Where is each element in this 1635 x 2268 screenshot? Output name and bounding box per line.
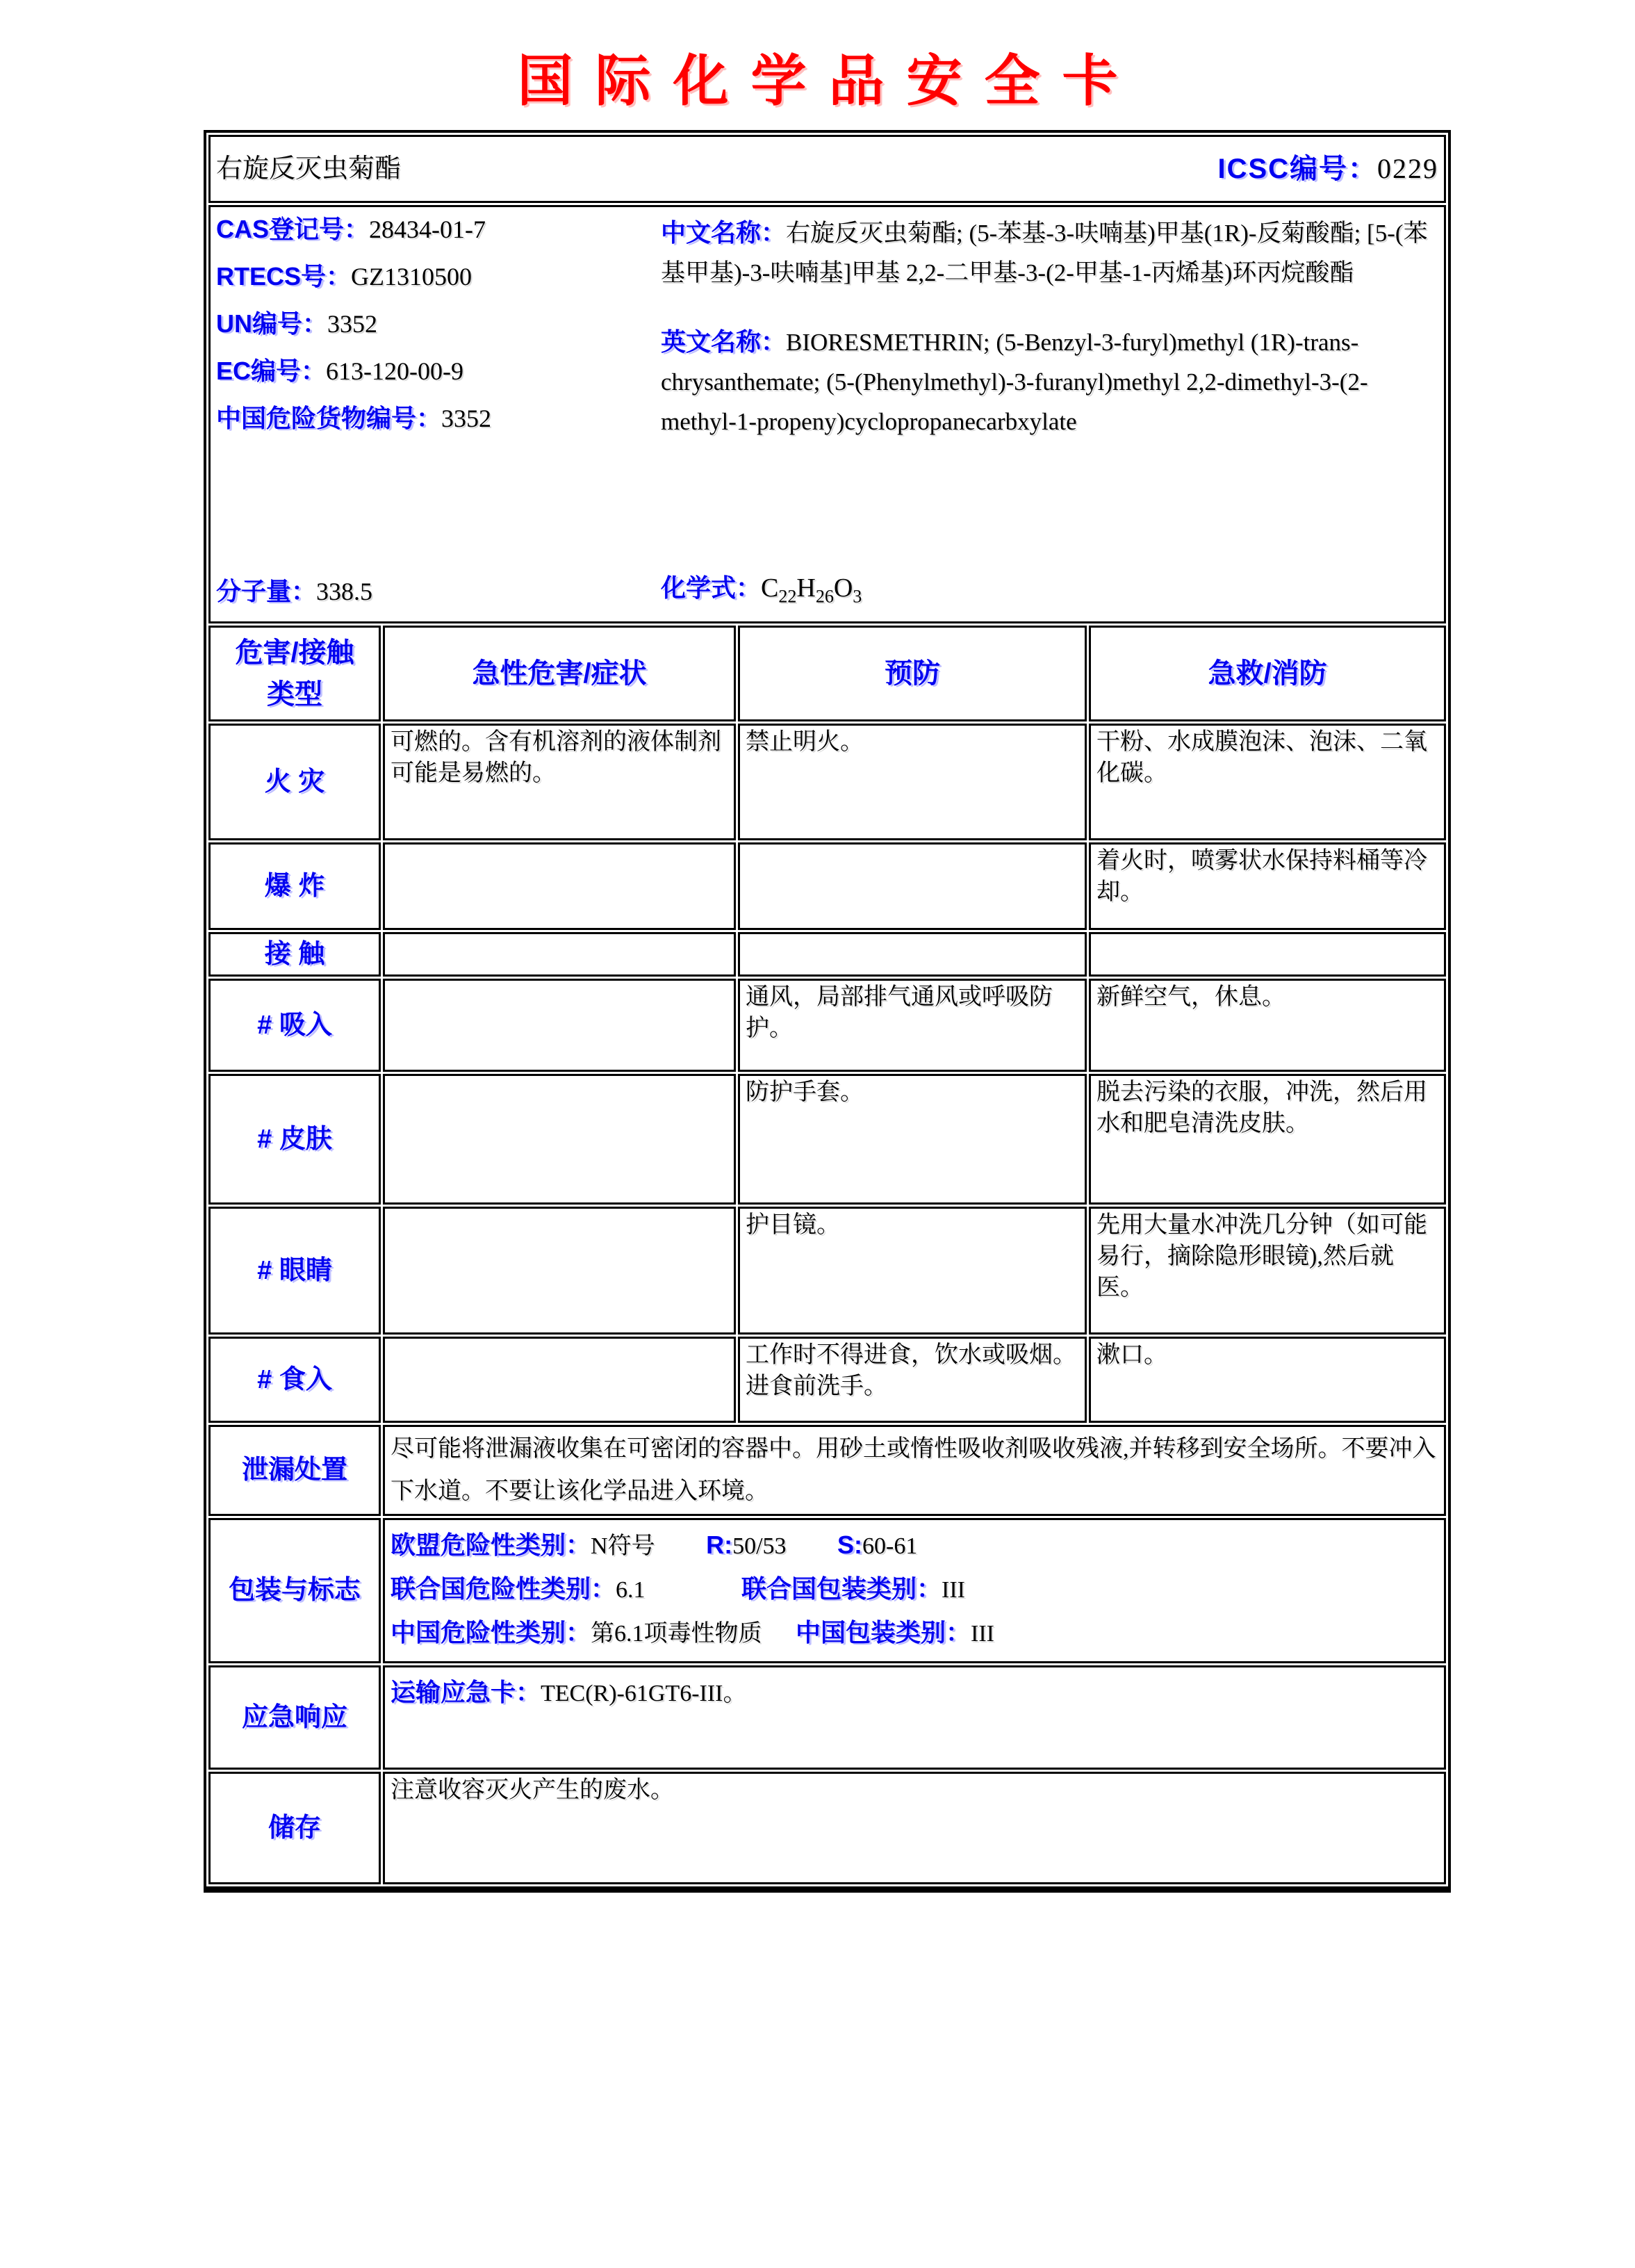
registry-numbers (216, 209, 661, 620)
eyes-symptoms (383, 1207, 736, 1335)
table-row-fire (208, 724, 1446, 840)
header-prevention: 预防 (738, 626, 1087, 721)
chemical-formula: 化学式：$C_{22}H_{26}O_3$ (661, 573, 862, 607)
header-symptoms: 急性危害/症状 (383, 626, 736, 721)
explosion-firstaid: 着火时，喷雾状水保持料桶等冷却。 (1089, 842, 1446, 930)
skin-prevention: 防护手套。 (738, 1074, 1087, 1205)
hazard-header-row (208, 626, 1446, 721)
inhalation-prevention: 通风，局部排气通风或呼吸防护。 (738, 979, 1087, 1072)
table-row-storage (208, 1772, 1446, 1884)
explosion-prevention (738, 842, 1087, 930)
header-hazard-type: 危害/接触 类型 (208, 626, 381, 721)
table-row-response (208, 1665, 1446, 1770)
row-label-response: 应急响应 (208, 1665, 381, 1770)
table-row-eyes (208, 1207, 1446, 1335)
cas-number: CAS登记号：28434-01-7 (216, 215, 486, 243)
ec-number: EC编号：613-120-00-9 (216, 356, 463, 385)
contact-prevention (738, 932, 1087, 977)
transport-emergency-card: 运输应急卡：TEC(R)-61GT6-III。 (391, 1677, 747, 1706)
fire-symptoms: 可燃的。含有机溶剂的液体制剂可能是易燃的。 (383, 724, 736, 840)
table-row-spill (208, 1425, 1446, 1516)
row-label-contact: 接 触 (208, 932, 381, 977)
eyes-prevention: 护目镜。 (738, 1207, 1087, 1335)
header-firstaid: 急救/消防 (1089, 626, 1446, 721)
ingestion-prevention: 工作时不得进食，饮水或吸烟。进食前洗手。 (738, 1337, 1087, 1423)
page-title: 国际化学品安全卡 (517, 51, 1140, 113)
eyes-firstaid: 先用大量水冲洗几分钟（如可能易行，摘除隐形眼镜),然后就医。 (1089, 1207, 1446, 1335)
row-label-packaging: 包装与标志 (208, 1518, 381, 1663)
table-row-packaging (208, 1518, 1446, 1663)
storage-text: 注意收容灭火产生的废水。 (383, 1772, 1446, 1884)
un-number: UN编号：3352 (216, 309, 377, 338)
row-label-inhalation: # 吸入 (208, 979, 381, 1072)
contact-symptoms (383, 932, 736, 977)
table-row-skin (208, 1074, 1446, 1205)
fire-firstaid: 干粉、水成膜泡沫、泡沫、二氧化碳。 (1089, 724, 1446, 840)
un-class-line: 联合国危险性类别：6.1 联合国包装类别：III (391, 1574, 965, 1603)
response-content (383, 1665, 1446, 1770)
inhalation-symptoms (383, 979, 736, 1072)
row-label-skin: # 皮肤 (208, 1074, 381, 1205)
english-name: 英文名称：BIORESMETHRIN; (5-Benzyl-3-furyl)methyl (1R)-trans-chrysanthemate; (5-(Phenylmethyl)-3-furanyl)methyl 2,2-dimethyl-3-(2-methyl-1-propeny)cyclopropanecarbxylate (661, 327, 1368, 435)
row-label-explosion: 爆 炸 (208, 842, 381, 930)
icsc-value: 0229 (1377, 152, 1439, 184)
row-label-fire: 火 灾 (208, 724, 381, 840)
cn-class-line: 中国危险性类别：第6.1项毒性物质 中国包装类别：III (391, 1617, 994, 1647)
skin-firstaid: 脱去污染的衣服，冲洗，然后用水和肥皂清洗皮肤。 (1089, 1074, 1446, 1205)
icsc-label: ICSC编号： (1217, 153, 1378, 184)
chemical-names (661, 209, 1438, 620)
row-label-spill: 泄漏处置 (208, 1425, 381, 1516)
name-cell (208, 135, 1446, 203)
table-row-contact (208, 932, 1446, 977)
table-row-explosion (208, 842, 1446, 930)
ingestion-symptoms (383, 1337, 736, 1423)
identity-row (208, 205, 1446, 623)
molecular-weight: 分子量：338.5 (216, 577, 373, 606)
table-row-ingestion (208, 1337, 1446, 1423)
chinese-name: 中文名称：右旋反灭虫菊酯; (5-苯基-3-呋喃基)甲基(1R)-反菊酸酯; [5-(苯基甲基)-3-呋喃基]甲基 2,2-二甲基-3-(2-甲基-1-丙烯基)环丙烷酸酯 (661, 218, 1428, 286)
row-label-eyes: # 眼睛 (208, 1207, 381, 1335)
spill-text: 尽可能将泄漏液收集在可密闭的容器中。用砂土或惰性吸收剂吸收残液,并转移到安全场所。不要冲入下水道。不要让该化学品进入环境。 (383, 1425, 1446, 1516)
inhalation-firstaid: 新鲜空气，休息。 (1089, 979, 1446, 1072)
chemical-name: 右旋反灭虫菊酯 (216, 154, 402, 183)
icsc-card-table (204, 130, 1451, 1893)
cn-dangerous-goods-number: 中国危险货物编号：3352 (216, 403, 492, 432)
packaging-content (383, 1518, 1446, 1663)
table-row-inhalation (208, 979, 1446, 1072)
identity-cell (208, 205, 1446, 623)
fire-prevention: 禁止明火。 (738, 724, 1087, 840)
icsc-number (1217, 151, 1438, 188)
name-row (208, 135, 1446, 203)
row-label-storage: 储存 (208, 1772, 381, 1884)
skin-symptoms (383, 1074, 736, 1205)
contact-firstaid (1089, 932, 1446, 977)
rtecs-number: RTECS号：GZ1310500 (216, 261, 473, 291)
explosion-symptoms (383, 842, 736, 930)
ingestion-firstaid: 漱口。 (1089, 1337, 1446, 1423)
eu-hazard-class-line: 欧盟危险性类别：N符号 R:50/53 S:60-61 (391, 1531, 918, 1560)
row-label-ingestion: # 食入 (208, 1337, 381, 1423)
